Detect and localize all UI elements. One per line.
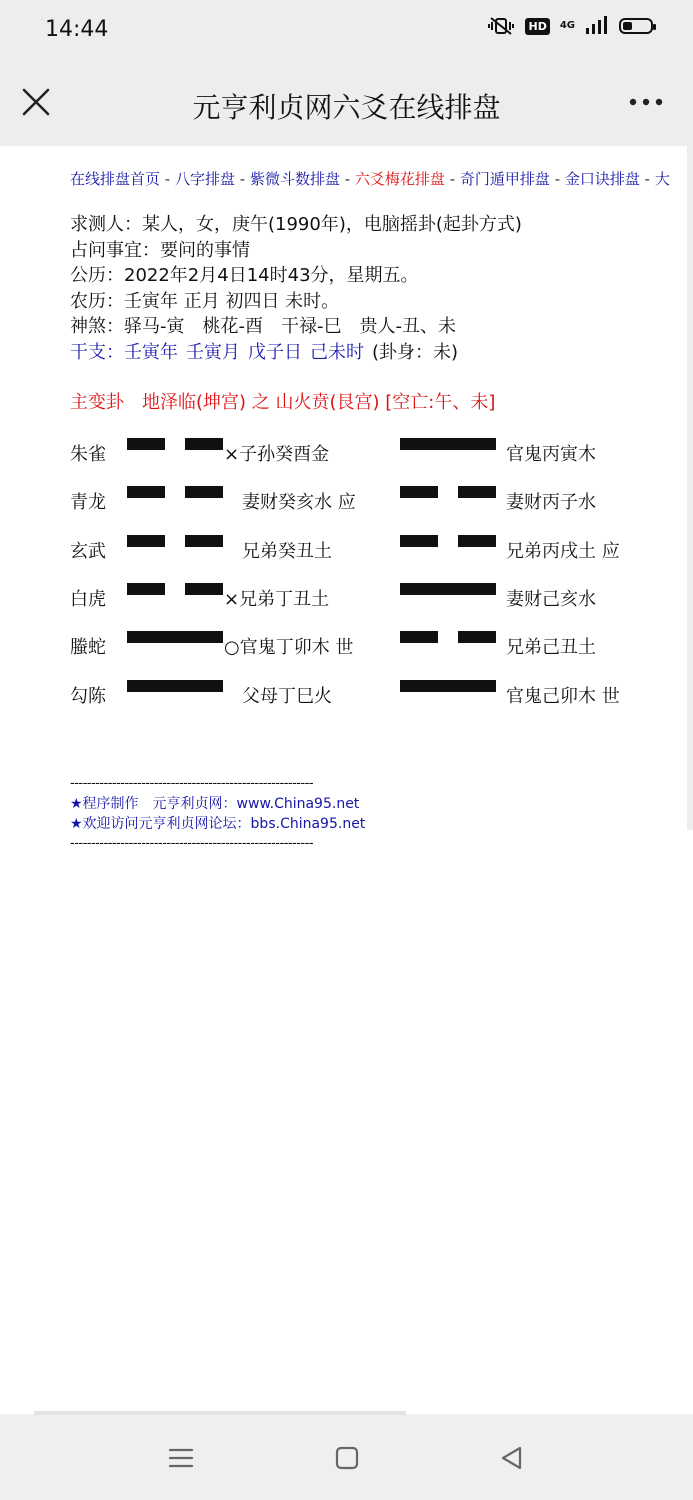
info-solar-date: 公历：2022年2月4日14时43分，星期五。 [70, 265, 419, 286]
battery-icon [619, 18, 653, 34]
signal-icon [585, 16, 609, 36]
info-querent: 求测人：某人，女，庚午(1990年)，电脑摇卦(起卦方式) [70, 214, 522, 235]
changed-yao-line [400, 535, 496, 547]
six-god-label: 玄武 [70, 540, 106, 562]
yao-row [70, 535, 670, 561]
yao-segment [185, 438, 223, 450]
nav-link-2[interactable]: 紫微斗数排盘 [249, 170, 340, 188]
six-god-label: 勾陈 [70, 685, 106, 707]
info-shensha: 神煞：驿马-寅 桃花-酉 干禄-巳 贵人-丑、未 [70, 316, 456, 337]
yao-segment [400, 583, 496, 595]
main-yao-text: 兄弟癸丑土 [224, 540, 332, 562]
nav-link-4[interactable]: 奇门遁甲排盘 [459, 170, 550, 188]
yao-segment [458, 535, 496, 547]
yao-segment [127, 535, 165, 547]
menu-icon[interactable] [165, 1442, 197, 1474]
gua-title: 主变卦 地泽临(坤宫) 之 山火贲(艮宫) [空亡:午、未] [70, 392, 496, 413]
footer-forum-link[interactable]: ★欢迎访问元亨利贞网论坛：bbs.China95.net [70, 816, 366, 832]
status-icons [487, 16, 653, 36]
vibrate-mute-icon [487, 16, 515, 36]
web-content [0, 146, 693, 1414]
info-question: 占问事宜：要问的事情 [70, 239, 250, 261]
footer [70, 774, 365, 854]
status-time: 14:44 [45, 17, 109, 42]
main-yao-line [127, 631, 223, 643]
yao-segment [127, 583, 165, 595]
more-options-icon[interactable] [629, 92, 663, 112]
changed-yao-line [400, 438, 496, 450]
back-icon[interactable] [496, 1442, 528, 1474]
yao-segment [185, 535, 223, 547]
system-nav-bar [0, 1414, 693, 1500]
yao-row [70, 631, 670, 657]
guashen: (卦身：未) [372, 341, 459, 363]
nav-separator: - [160, 170, 175, 188]
horizontal-scroll-thumb [34, 1411, 406, 1415]
yao-segment [458, 631, 496, 643]
changed-yao-line [400, 680, 496, 692]
nav-link-1[interactable]: 八字排盘 [174, 170, 235, 188]
main-yao-line [127, 680, 223, 692]
yao-row [70, 583, 670, 609]
info-lunar-date: 农历：壬寅年 正月 初四日 未时。 [70, 290, 340, 312]
main-yao-text: 妻财癸亥水 应 [224, 492, 356, 514]
yao-segment [400, 631, 438, 643]
footer-credit[interactable]: ★程序制作 元亨利贞网：www.China95.net [70, 796, 360, 812]
ganzhi-list [124, 342, 372, 363]
nav-link-3[interactable]: 六爻梅花排盘 [354, 170, 445, 188]
yao-segment [400, 486, 438, 498]
yao-row [70, 680, 670, 706]
scroll-track [687, 146, 693, 830]
six-god-label: 螣蛇 [70, 637, 106, 659]
footer-divider-top: ---------------------------------------------------------- [70, 776, 314, 791]
main-yao-text: ×兄弟丁丑土 [224, 588, 330, 610]
yao-segment [185, 583, 223, 595]
ganzhi-item: 壬寅年 [124, 341, 178, 363]
changed-yao-text: 官鬼己卯木 世 [506, 685, 620, 707]
six-god-label: 青龙 [70, 492, 106, 514]
yao-segment [400, 438, 496, 450]
ganzhi-label: 干支： [70, 341, 124, 363]
footer-divider-bottom: ---------------------------------------------------------- [70, 836, 314, 851]
main-yao-line [127, 486, 223, 498]
nav-links [70, 168, 670, 189]
changed-yao-text: 官鬼丙寅木 [506, 444, 596, 465]
six-god-label: 白虎 [70, 588, 106, 610]
yao-segment [458, 486, 496, 498]
ganzhi-item: 戊子日 [248, 341, 302, 363]
changed-yao-line [400, 631, 496, 643]
ganzhi-item: 己未时 [310, 341, 364, 363]
changed-yao-text: 妻财己亥水 [506, 588, 596, 610]
network-type: 4G [559, 20, 575, 31]
yao-row [70, 486, 670, 512]
changed-yao-text: 兄弟丙戌土 应 [506, 540, 620, 562]
nav-separator: - [639, 170, 655, 188]
yao-segment [185, 486, 223, 498]
nav-separator: - [339, 170, 355, 188]
yao-segment [127, 680, 223, 692]
nav-link-0[interactable]: 在线排盘首页 [70, 170, 161, 188]
main-yao-text: ○官鬼丁卯木 世 [224, 637, 354, 659]
main-yao-line [127, 583, 223, 595]
main-yao-text: ×子孙癸酉金 [224, 444, 330, 465]
main-yao-line [127, 535, 223, 547]
six-god-label: 朱雀 [70, 444, 106, 465]
yao-row [70, 438, 670, 464]
yao-segment [127, 631, 223, 643]
main-yao-text: 父母丁巳火 [224, 685, 332, 707]
info-ganzhi [70, 340, 522, 366]
nav-link-5[interactable]: 金口诀排盘 [564, 170, 640, 188]
hd-icon: HD [525, 18, 549, 35]
nav-separator: - [234, 170, 250, 188]
nav-link-6[interactable]: 大 [654, 170, 670, 188]
title-bar [0, 62, 693, 146]
status-bar [0, 0, 693, 62]
changed-yao-text: 兄弟己丑土 [506, 637, 596, 659]
changed-yao-text: 妻财丙子水 [506, 492, 596, 514]
nav-separator: - [444, 170, 460, 188]
home-icon[interactable] [331, 1442, 363, 1474]
yao-segment [127, 486, 165, 498]
yao-segment [400, 680, 496, 692]
page-title: 元亨利贞网六爻在线排盘 [192, 91, 501, 124]
nav-separator: - [549, 170, 565, 188]
yao-segment [400, 535, 438, 547]
main-yao-line [127, 438, 223, 450]
changed-yao-line [400, 583, 496, 595]
query-info [70, 212, 522, 365]
ganzhi-item: 壬寅月 [186, 341, 240, 363]
yao-segment [127, 438, 165, 450]
changed-yao-line [400, 486, 496, 498]
